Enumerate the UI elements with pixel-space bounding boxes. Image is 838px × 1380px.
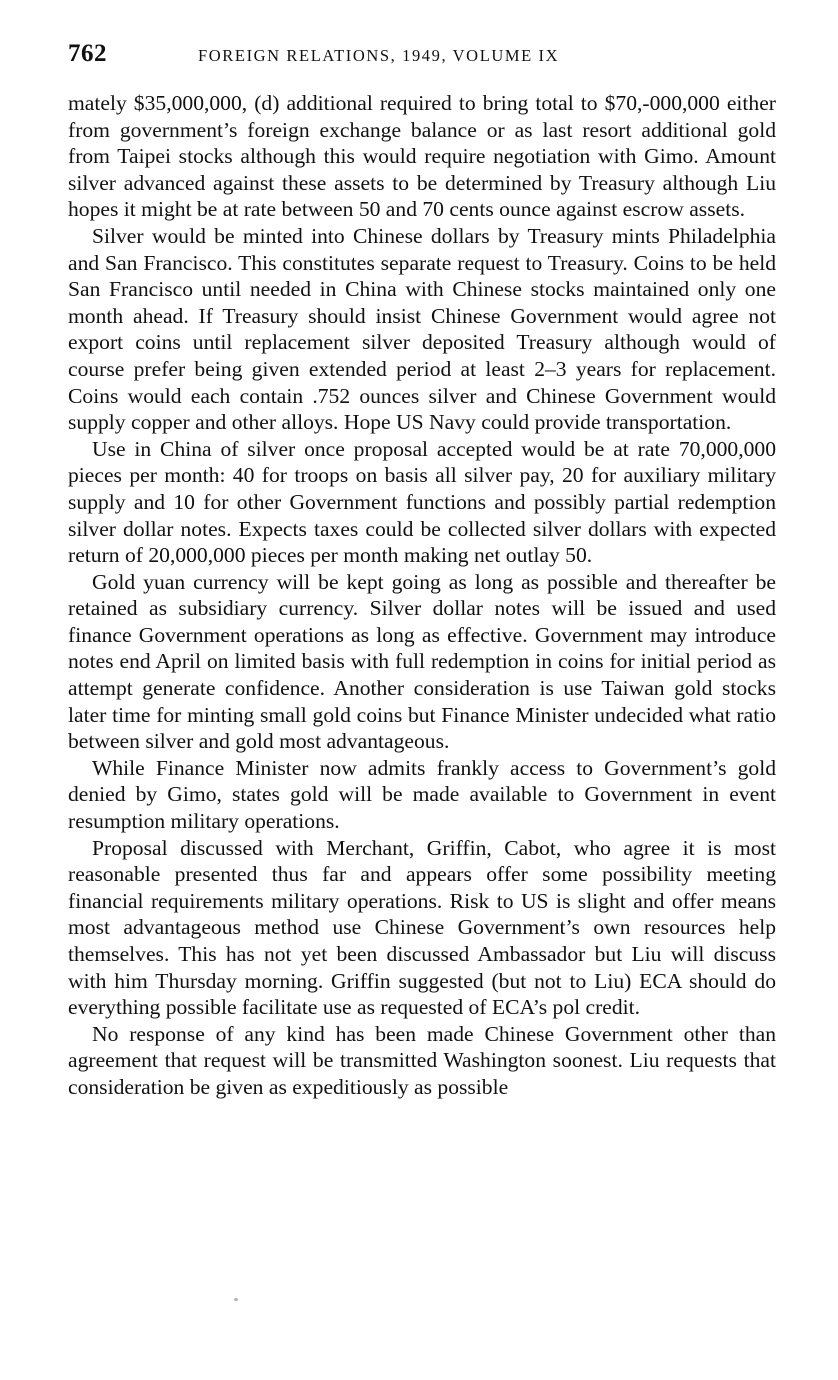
paragraph-continued: mately $35,000,000, (d) additional required to bring total to $70,-000,000 either from government’s foreign exchange balance or as last resort additional gold from Taipei stocks although this would require negotiation with Gimo. Amount silver advanced against these assets to be determined by Treasury although Liu hopes it might be at rate between 50 and 70 cents ounce against escrow assets. — [68, 91, 776, 222]
body-text — [68, 90, 776, 1101]
page-header — [68, 40, 776, 74]
page-number: 762 — [68, 40, 107, 67]
paragraph-no-response: No response of any kind has been made Chinese Government other than agreement that request will be transmitted Washington soonest. Liu requests that consideration be given as expeditiously as possible — [68, 1021, 776, 1099]
paragraph-gold-yuan: Gold yuan currency will be kept going as long as possible and thereafter be retained as subsidiary currency. Silver dollar notes will be issued and used finance Government operations as long as effective. Government may introduce notes end April on limited basis with full redemption in coins for initial period as attempt generate confidence. Another consideration is use Taiwan gold stocks later time for minting small gold coins but Finance Minister undecided what ratio between silver and gold most advantageous. — [68, 569, 776, 754]
paragraph-proposal-discussed: Proposal discussed with Merchant, Griffin, Cabot, who agree it is most reasonable presented thus far and appears offer some possibility meeting financial requirements military operations. Risk to US is slight and offer means most advantageous method use Chinese Government’s own resources help themselves. This has not yet been discussed Ambassador but Liu will discuss with him Thursday morning. Griffin suggested (but not to Liu) ECA should do everything possible facilitate use as requested of ECA’s pol credit. — [68, 835, 776, 1020]
paragraph-gold-access: While Finance Minister now admits frankly access to Government’s gold denied by Gimo, states gold will be made available to Government in event resumption military operations. — [68, 755, 776, 834]
running-head: FOREIGN RELATIONS, 1949, VOLUME IX — [198, 46, 560, 65]
scan-speck — [234, 1298, 238, 1301]
paragraph-silver-minting: Silver would be minted into Chinese dollars by Treasury mints Philadelphia and San Francisco. This constitutes separate request to Treasury. Coins to be held San Francisco until needed in China with Chinese stocks maintained only one month ahead. If Treasury should insist Chinese Government would agree not export coins until replacement silver deposited Treasury although would of course prefer being given extended period at least 2–3 years for replacement. Coins would each contain .752 ounces silver and Chinese Government would supply copper and other alloys. Hope US Navy could provide transportation. — [68, 223, 776, 435]
paragraph-silver-use: Use in China of silver once proposal accepted would be at rate 70,000,000 pieces per month: 40 for troops on basis all silver pay, 20 for auxiliary military supply and 10 for other Government functions and possibly partial redemption silver dollar notes. Expects taxes could be collected silver dollars with expected return of 20,000,000 pieces per month making net outlay 50. — [68, 436, 776, 568]
